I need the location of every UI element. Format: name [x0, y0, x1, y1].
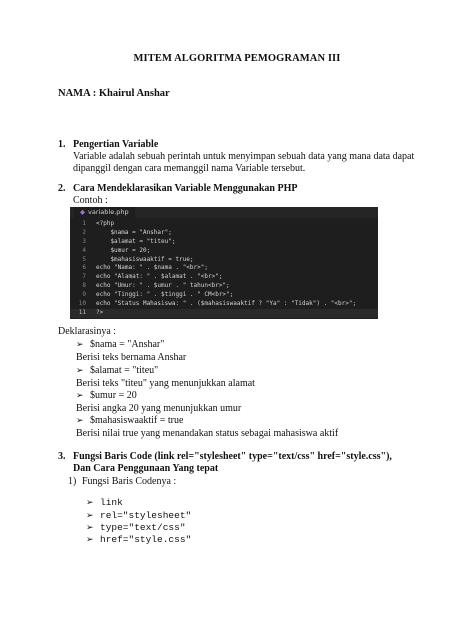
- section3-heading-line2: Dan Cara Penggunaan Yang tepat: [73, 463, 219, 474]
- code-lines: [70, 220, 378, 318]
- declaration-label: Deklarasinya :: [58, 326, 117, 337]
- line-number: 5: [82, 255, 86, 263]
- code-text: $nama = "Anshar";: [96, 228, 172, 236]
- example-label: Contoh :: [73, 195, 108, 206]
- declaration-code: $nama = "Anshar": [90, 339, 165, 350]
- code-line: [70, 256, 378, 265]
- student-name: NAMA : Khairul Anshar: [58, 88, 170, 99]
- subsection-label: Fungsi Baris Codenya :: [82, 476, 177, 487]
- line-number: 10: [78, 300, 86, 308]
- line-number: 7: [82, 273, 86, 281]
- code-text: ?>: [96, 308, 104, 316]
- bullet-arrow-icon: ➢: [76, 366, 84, 376]
- section1-heading: Pengertian Variable: [73, 139, 159, 150]
- bullet-arrow-icon: ➢: [86, 511, 94, 521]
- code-line: [70, 229, 378, 238]
- section1-body-line1: Variable adalah sebuah perintah untuk menyimpan sebuah data yang mana data dapat: [73, 151, 415, 162]
- code-text: $alamat = "titeu";: [96, 237, 176, 245]
- bullet-arrow-icon: ➢: [76, 340, 84, 350]
- section1-body-line2: dipanggil dengan cara memanggil nama Variable tersebut.: [73, 163, 306, 174]
- code-text: echo "Alamat: " . $alamat . "<br>";: [96, 273, 223, 281]
- section2-number: 2.: [58, 183, 66, 194]
- declaration-code: $umur = 20: [90, 390, 137, 401]
- bullet-arrow-icon: ➢: [86, 498, 94, 508]
- bullet-arrow-icon: ➢: [86, 535, 94, 545]
- code-line: [70, 309, 378, 318]
- code-item: link: [100, 497, 123, 508]
- code-text: <?php: [96, 220, 115, 227]
- declaration-desc: Berisi angka 20 yang menunjukkan umur: [76, 403, 242, 414]
- bullet-arrow-icon: ➢: [86, 523, 94, 533]
- bullet-arrow-icon: ➢: [76, 391, 84, 401]
- code-line: [70, 264, 378, 273]
- declaration-desc: Berisi teks bernama Anshar: [76, 352, 187, 363]
- declaration-desc: Berisi teks "titeu" yang menunjukkan alamat: [76, 378, 255, 389]
- code-text: echo "Tinggi: " . $tinggi . " CM<br>";: [96, 291, 234, 299]
- section3-heading-line1: Fungsi Baris Code (link rel="stylesheet" type="text/css" href="style.css"),: [73, 451, 392, 462]
- line-number: 11: [78, 308, 86, 316]
- subsection-number: 1): [68, 476, 77, 487]
- php-file-icon: ◆: [80, 208, 85, 216]
- code-line: [70, 273, 378, 282]
- line-number: 8: [82, 282, 86, 290]
- code-text: echo "Nama: " . $nama . "<br>";: [96, 264, 208, 272]
- bullet-arrow-icon: ➢: [76, 416, 84, 426]
- code-line: [70, 282, 378, 291]
- code-editor-screenshot: [70, 207, 378, 319]
- code-text: echo "Umur: " . $umur . " tahun<br>";: [96, 282, 230, 290]
- line-number: 4: [82, 246, 86, 254]
- code-line: [70, 300, 378, 309]
- code-line: [70, 238, 378, 247]
- declaration-code: $mahasiswaaktif = true: [90, 415, 184, 426]
- editor-tab-label: variable.php: [88, 208, 129, 216]
- section3-number: 3.: [58, 451, 66, 462]
- code-text: $umur = 20;: [96, 246, 151, 254]
- line-number: 2: [82, 228, 86, 236]
- code-item: type="text/css": [100, 522, 186, 533]
- editor-tab: [74, 207, 135, 218]
- line-number: 9: [82, 291, 86, 299]
- code-text: $mahasiswaaktif = true;: [96, 255, 194, 263]
- section2-heading: Cara Mendeklarasikan Variable Menggunakan PHP: [73, 183, 298, 194]
- declaration-code: $alamat = "titeu": [90, 365, 159, 376]
- code-line: [70, 247, 378, 256]
- code-item: href="style.css": [100, 534, 192, 545]
- document-title: MITEM ALGORITMA PEMOGRAMAN III: [133, 53, 341, 64]
- code-line: [70, 291, 378, 300]
- declaration-desc: Berisi nilai true yang menandakan status sebagai mahasiswa aktif: [76, 428, 339, 439]
- line-number: 3: [82, 237, 86, 245]
- line-number: 1: [82, 220, 86, 227]
- code-item: rel="stylesheet": [100, 510, 192, 521]
- code-line: [70, 220, 378, 229]
- section1-number: 1.: [58, 139, 66, 150]
- code-text: echo "Status Mahasiswa: " . ($mahasiswaaktif ? "Ya" : "Tidak") . "<br>";: [96, 300, 357, 308]
- line-number: 6: [82, 264, 86, 272]
- editor-tab-bar: [70, 207, 378, 218]
